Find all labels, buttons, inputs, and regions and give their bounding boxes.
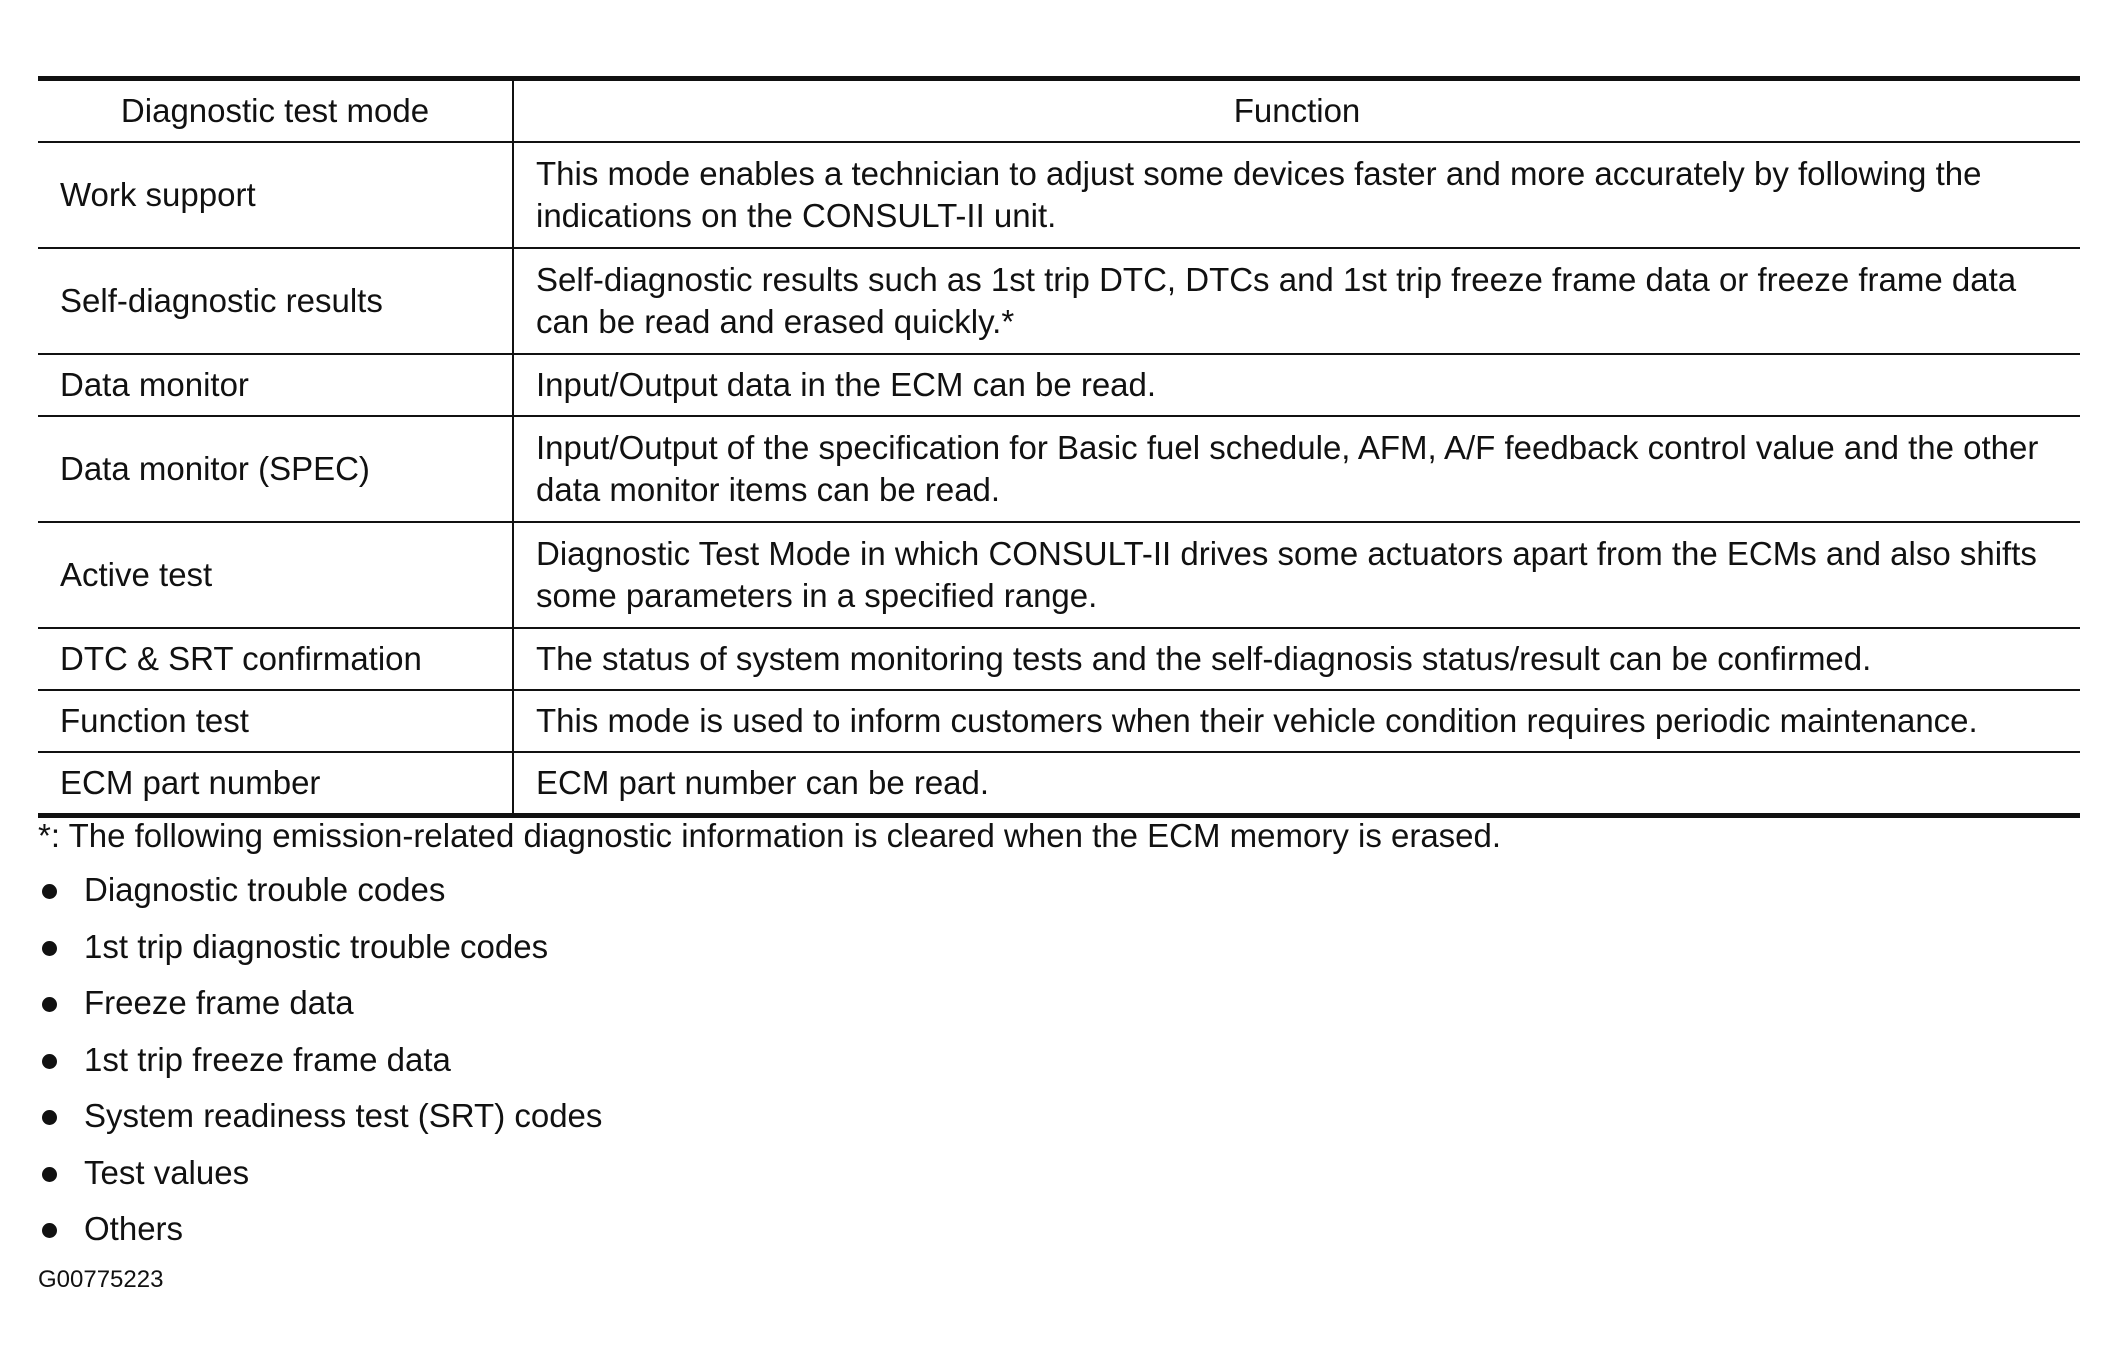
function-cell: This mode enables a technician to adjust some devices faster and more accurately by following the indications on the CONSULT-II unit. — [513, 142, 2080, 248]
function-cell: Input/Output data in the ECM can be read. — [513, 354, 2080, 416]
function-cell: Diagnostic Test Mode in which CONSULT-II drives some actuators apart from the ECMs and also shifts some parameters in a specified range. — [513, 522, 2080, 628]
diagnostic-mode-table — [38, 76, 2080, 818]
mode-cell: DTC & SRT confirmation — [38, 628, 513, 690]
table-header-row — [38, 79, 2080, 143]
list-item — [38, 870, 602, 927]
function-cell: Input/Output of the specification for Basic fuel schedule, AFM, A/F feedback control value and the other data monitor items can be read. — [513, 416, 2080, 522]
column-header-mode: Diagnostic test mode — [38, 79, 513, 143]
function-cell: This mode is used to inform customers when their vehicle condition requires periodic maintenance. — [513, 690, 2080, 752]
list-item-label: Test values — [84, 1153, 250, 1191]
mode-cell: Data monitor (SPEC) — [38, 416, 513, 522]
list-item — [38, 983, 602, 1040]
bullet-icon — [42, 884, 57, 899]
list-item — [38, 1096, 602, 1153]
table-row — [38, 752, 2080, 816]
bullet-icon — [42, 1223, 57, 1238]
bullet-icon — [42, 941, 57, 956]
table-row — [38, 690, 2080, 752]
function-cell: Self-diagnostic results such as 1st trip DTC, DTCs and 1st trip freeze frame data or freeze frame data can be read and erased quickly.* — [513, 248, 2080, 354]
figure-code: G00775223 — [38, 1266, 164, 1293]
list-item-label: Others — [84, 1210, 184, 1247]
bullet-icon — [42, 1110, 57, 1125]
function-cell: ECM part number can be read. — [513, 752, 2080, 816]
list-item-label: 1st trip diagnostic trouble codes — [84, 927, 549, 965]
list-item — [38, 927, 602, 984]
list-item — [38, 1209, 602, 1266]
column-header-function: Function — [513, 79, 2080, 143]
list-item — [38, 1040, 602, 1097]
bullet-icon — [42, 997, 57, 1012]
mode-cell: ECM part number — [38, 752, 513, 816]
table-row — [38, 354, 2080, 416]
mode-cell: Data monitor — [38, 354, 513, 416]
list-item — [38, 1153, 602, 1210]
mode-cell: Work support — [38, 142, 513, 248]
cleared-items-list — [38, 870, 602, 1266]
table-row — [38, 248, 2080, 354]
table-row — [38, 522, 2080, 628]
table-row — [38, 628, 2080, 690]
mode-cell: Self-diagnostic results — [38, 248, 513, 354]
bullet-icon — [42, 1054, 57, 1069]
function-cell: The status of system monitoring tests and the self-diagnosis status/result can be confirmed. — [513, 628, 2080, 690]
diagnostic-mode-table-container — [38, 76, 2080, 818]
list-item-label: Freeze frame data — [84, 984, 354, 1021]
list-item-label: System readiness test (SRT) codes — [84, 1097, 603, 1134]
mode-cell: Active test — [38, 522, 513, 628]
mode-cell: Function test — [38, 690, 513, 752]
list-item-label: 1st trip freeze frame data — [84, 1040, 451, 1078]
table-row — [38, 142, 2080, 248]
table-row — [38, 416, 2080, 522]
bullet-icon — [42, 1167, 57, 1182]
list-item-label: Diagnostic trouble codes — [84, 871, 446, 908]
footnote: *: The following emission-related diagnostic information is cleared when the ECM memory is erased. — [38, 817, 1502, 854]
